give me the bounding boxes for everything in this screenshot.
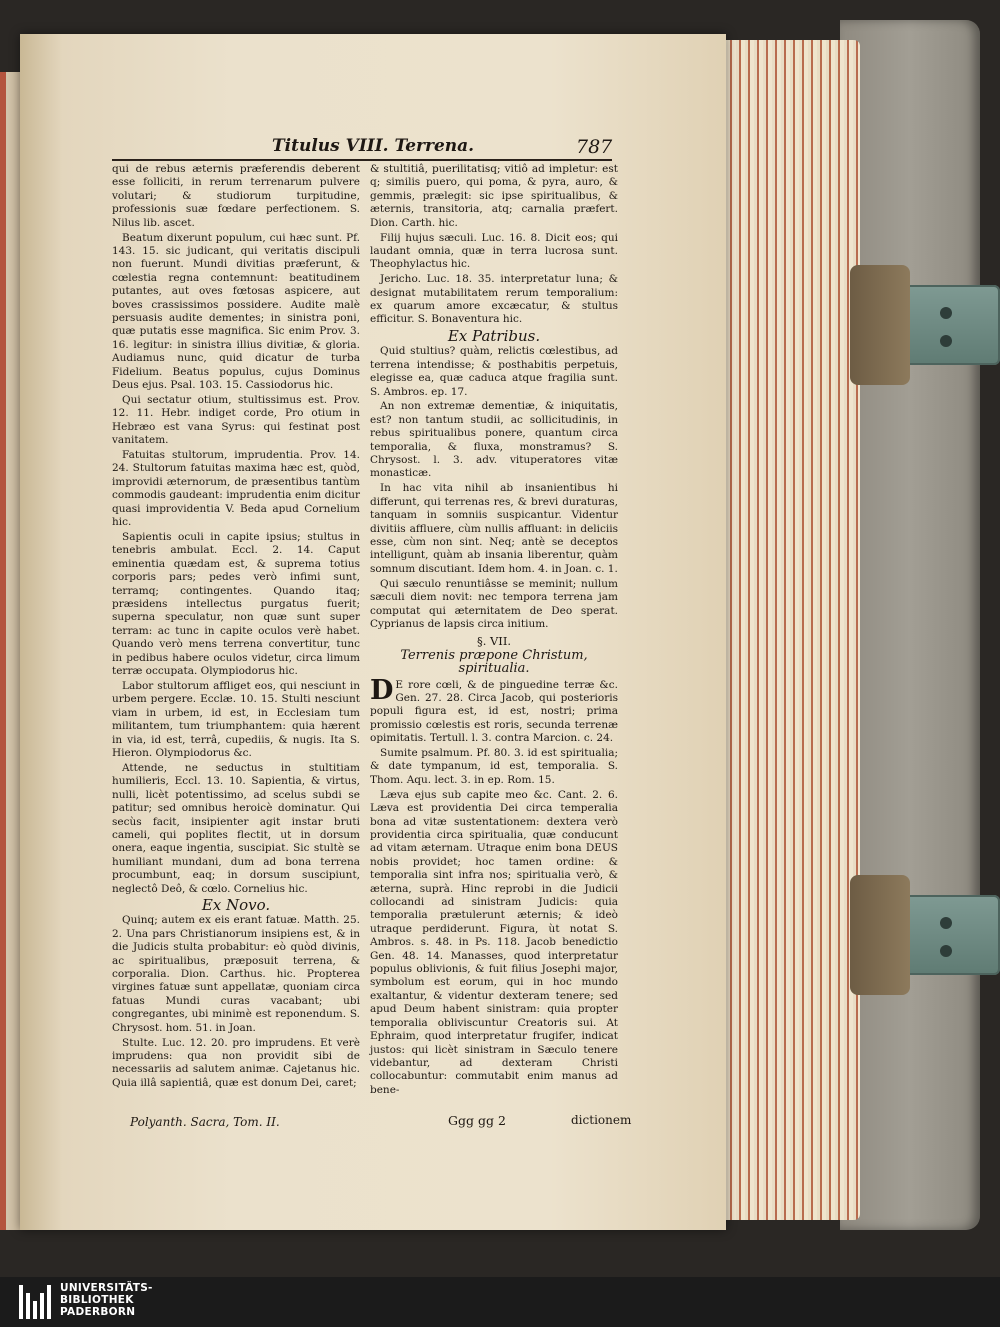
paragraph: Fatuitas stultorum, imprudentia. Prov. 14. 24. Stultorum fatuitas maxima hæc est, quòd, improvidi æternorum, de præsentibus tantùm commodis gaudeant: imprudentia enim dicitur quasi improvidentia V. Beda apud Cornelium hic. <box>112 449 360 529</box>
paragraph <box>370 674 618 746</box>
paragraph: Jericho. Luc. 18. 35. interpretatur luna; & designat mutabilitatem rerum temporalium: ex quarum amore excæcatur, & stultus efficitur. S. Bonaventura hic. <box>370 273 618 326</box>
left-column <box>112 163 360 1092</box>
paragraph: Sumite psalmum. Pf. 80. 3. id est spiritualia; & date tympanum, id est, temporalia. S. Thom. Aqu. lect. 3. in ep. Rom. 15. <box>370 747 618 786</box>
header-rule <box>112 159 612 161</box>
catchword: dictionem <box>571 1113 632 1127</box>
paragraph: Attende, ne seductus in stultitiam humilieris, Eccl. 13. 10. Sapientia, & virtus, nulli, licèt potentissimo, ad scelus subdi se patitur; sed omnibus heroicè dominatur. Qui secùs facit, insipienter agit instar bruti cameli, qui poplites flectit, ut in dorsum onera, eaque ingentia, suscipiat. Sic stultè se humiliant mundani, dum ad bona terrena procumbunt, eaq; in dorsum suscipiunt, neglectô Deô, & cœlo. Cornelius hic. <box>112 761 360 895</box>
paragraph: An non extremæ dementiæ, & iniquitatis, est? non tantum studii, ac sollicitudinis, in rebus spiritualibus ponere, quantum circa temporalia, & fluxa, monstramus? S. Chrysost. l. 3. adv. vituperatores vitæ monasticæ. <box>370 400 618 480</box>
footer-book-title: Polyanth. Sacra, Tom. II. <box>130 1115 280 1129</box>
paragraph: Læva ejus sub capite meo &c. Cant. 2. 6. Læva est providentia Dei circa temperalia bona ad vitæ sustentationem: dextera verò providentia circa spiritualia, quæ conducunt ad vitam æternam. Utraque enim bona DEUS nobis providet; hoc tamen ordine: & temporalia sint infra nos; spiritualia verò, & æterna, suprà. Hinc reprobi in die Judicii collocandi ad sinistram Judicis: quia temporalia prætulerunt æternis; & ideò utraque perdiderunt. Figura, ùt notat S. Ambros. s. 48. in Ps. 118. Jacob benedictio Gen. 48. 14. Manasses, quod interpretatur populus oblivionis, & fuit filius Josephi major, symbolum est eorum, qui in hoc mundo exaltantur, & videntur dexteram tenere; sed apud Deum habent sinistram: quia propter temporalia obliviscuntur Creatoris sui. At Ephraim, quod interpretatur frugifer, indicat justos: qui licèt sinistram in Sæculo tenere videbantur, ad dexteram Christi collocabuntur: commutabit enim manus ad bene- <box>370 788 618 1096</box>
library-logo-icon <box>19 1285 53 1319</box>
section-heading: Ex Patribus. <box>447 326 541 345</box>
paragraph: Labor stultorum affliget eos, qui nesciunt in urbem pergere. Ecclæ. 10. 15. Stulti nesciunt viam in urbem, id est, in Ecclesiam tum militantem, tum triumphantem: quia hærent in via, id est, terrâ, cupediis, & nugis. Ita S. Hieron. Olympiodorus &c. <box>112 679 360 759</box>
paragraph: Qui sæculo renuntiâsse se meminit; nullum sæculi diem novit: nec tempora terrena jam computat qui æternitatem de Deo sperat. Cyprianus de lapsis circa initium. <box>370 577 618 630</box>
section-heading: Terrenis præpone Christum, spiritualia. <box>400 647 588 677</box>
paragraph: Quid stultius? quàm, relictis cœlestibus, ad terrena intendisse; & posthabitis perpetuis, elegisse ea, quæ caduca atque fragilia sunt. S. Ambros. ep. 17. <box>370 345 618 398</box>
paragraph: Sapientis oculi in capite ipsius; stultus in tenebris ambulat. Eccl. 2. 14. Caput eminentia quædam est, & suprema totius corporis pars; pedes verò infimi sunt, terramq; contingentes. Quando itaq; præsidens intellectus purgatus fuerit; superna speculatur, non quæ sunt super terram: ac tunc in capite oculos verè habet. Quando verò mens terrena convertitur, tunc in pedibus habere oculos videtur, circa limum terræ occupata. Olympiodorus hic. <box>112 530 360 678</box>
paragraph: Beatum dixerunt populum, cui hæc sunt. Pf. 143. 15. sic judicant, qui veritatis discipuli non fuerunt. Mundi divitias præferunt, & cœlestia regna contemnunt: beatitudinem putantes, aut oves fœtosas aspicere, aut boves crassissimos possidere. Audite malè persuasis audite dementes; in sinistra poni, quæ putatis esse magnifica. Sic enim Prov. 3. 16. legitur: in sinistra illius divitiæ, & gloria. Audiamus nunc, quid dicatur de turba Fidelium. Beatus populus, cujus Dominus Deus ejus. Psal. 103. 15. Cassiodorus hic. <box>112 231 360 391</box>
paragraph-text: E rore cœli, & de pinguedine terræ &c. Gen. 27. 28. Circa Jacob, qui posterioris populi figura est, id est, nostri; prima promissio cœlestis est roris, secunda terrenæ opimitatis. Tertull. l. 3. contra Marcion. c. 24. <box>370 678 618 745</box>
paragraph: Qui sectatur otium, stultissimus est. Prov. 12. 11. Hebr. indiget corde, Pro otium in Hebræo est vana Syrus: qui festinat post vanitatem. <box>112 393 360 447</box>
drop-capital: D <box>370 674 394 706</box>
logo-line-2: BIBLIOTHEK <box>60 1294 134 1306</box>
section-heading: Ex Novo. <box>201 895 271 914</box>
paragraph: qui de rebus æternis præferendis deberent esse folliciti, in rerum terrenarum pulvere volutari; & studiorum turpitudine, professionis suæ fœdare perfectionem. S. Nilus lib. ascet. <box>112 163 360 229</box>
library-logo-text <box>60 1282 153 1318</box>
page-number: 787 <box>576 136 613 158</box>
section-heading: §. VII. <box>476 634 512 649</box>
paragraph: Filij hujus sæculi. Luc. 16. 8. Dicit eos; qui laudant omnia, quæ in terra lucrosa sunt. Theophylactus hic. <box>370 231 618 271</box>
right-column <box>370 163 618 1099</box>
paragraph: Stulte. Luc. 12. 20. pro imprudens. Et verè imprudens: qua non providit sibi de necessariis ad salutem animæ. Cajetanus hic. Quia illâ sapientiâ, quæ est donum Dei, caret; <box>112 1036 360 1089</box>
signature-mark: Ggg gg 2 <box>448 1113 506 1128</box>
running-title: Titulus VIII. Terrena. <box>272 136 475 156</box>
paragraph: & stultitiâ, puerilitatisq; vitiô ad impletur: est q; similis puero, qui poma, & pyra, auro, & gemmis, prælegit: sic ipse spiritualibus, & æternis, transitoria, atq; carnalia præfert. Dion. Carth. hic. <box>370 163 618 229</box>
paragraph: Quinq; autem ex eis erant fatuæ. Matth. 25. 2. Una pars Christianorum insipiens est, & in die Judicis stulta probabitur: eò quòd divinis, ac spiritualibus, præposuit terrena, & corporalia. Dion. Carthus. hic. Propterea virgines fatuæ sunt appellatæ, quoniam circa fatuas Mundi curas vacabant; ubi congregantes, ubi minimè est reponendum. S. Chrysost. hom. 51. in Joan. <box>112 914 360 1034</box>
logo-line-1: UNIVERSITÄTS- <box>60 1282 153 1294</box>
paragraph: In hac vita nihil ab insanientibus hi differunt, qui terrenas res, & brevi duraturas, tanquam in somniis suspicantur. Videntur divitiis affluere, cùm nullis affluant: in deliciis esse, cùm non sint. Neq; antè se deceptos intelligunt, quàm ab insania liberentur, quàm somnum discutiant. Idem hom. 4. in Joan. c. 1. <box>370 482 618 575</box>
logo-line-3: PADERBORN <box>60 1306 136 1318</box>
library-logo <box>0 1277 1000 1327</box>
